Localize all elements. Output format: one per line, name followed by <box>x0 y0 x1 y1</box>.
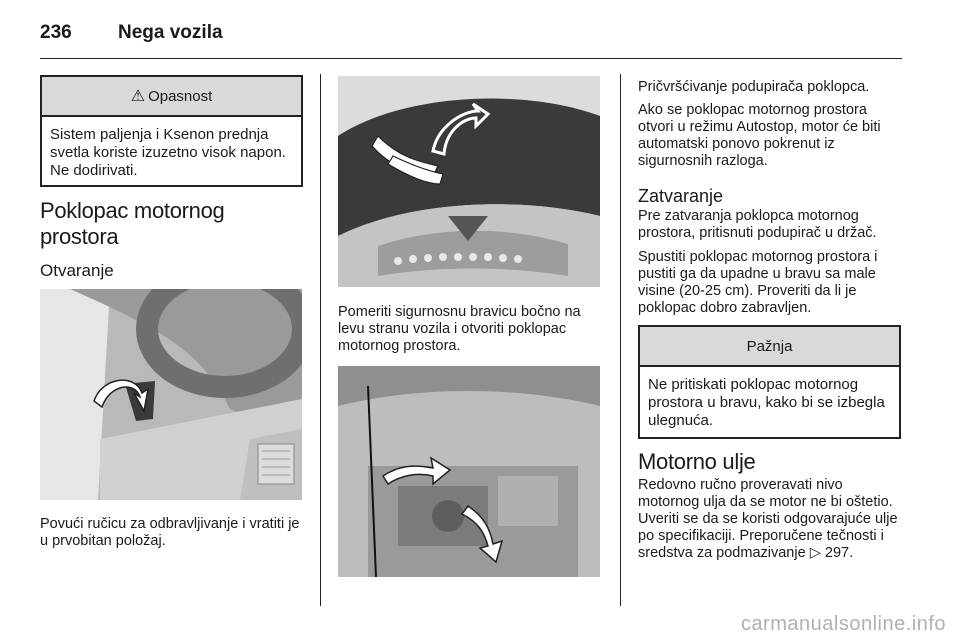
opening-heading: Otvaranje <box>40 261 114 280</box>
caption-safety-catch: Pomeriti sigurnosnu bravicu bočno na levu stranu vozila i otvoriti poklopac motornog prostora. <box>338 304 581 354</box>
caption-lever: Povući ručicu za odbravljivanje i vratiti je u prvobitan položaj. <box>40 516 300 549</box>
figure-hood-prop <box>338 366 600 577</box>
notice-heading: Pažnja <box>746 337 793 355</box>
page-title: Nega vozila <box>118 22 223 43</box>
closing-text-2: Spustiti poklopac motornog prostora i pustiti ga da upadne u bravu sa male visine (20-25 cm). Proveriti da li je poklopac dobro zabravljen. <box>638 249 878 316</box>
figure-safety-catch <box>338 76 600 287</box>
section-title-oil: Motorno ulje <box>638 449 756 474</box>
notice-box-header <box>640 327 899 367</box>
danger-heading: Opasnost <box>148 87 213 105</box>
page-number: 236 <box>40 22 72 43</box>
column-divider-2 <box>620 74 621 606</box>
notice-box <box>638 325 901 439</box>
header-rule <box>40 58 902 59</box>
prop-text: Pričvršćivanje podupirača poklopca. <box>638 79 870 95</box>
column-divider-1 <box>320 74 321 606</box>
danger-box <box>40 75 303 187</box>
notice-text: Ne pritiskati poklopac motornog prostora u bravu, kako bi se izbegla ulegnuća. <box>648 376 885 429</box>
oil-ref-page[interactable]: 297. <box>824 545 854 561</box>
page-header <box>40 18 223 48</box>
page-reference-icon: ▷ <box>809 545 821 561</box>
closing-heading: Zatvaranje <box>638 186 724 206</box>
autostop-text: Ako se poklopac motornog prostora otvori u režimu Autostop, motor će biti automatski ponovo pokrenut iz sigurnosnih razloga. <box>638 102 881 169</box>
warning-triangle-icon: ⚠ <box>130 88 146 105</box>
oil-text: Redovno ručno proveravati nivo motornog ulja da se motor ne bi oštetio. Uveriti se da se koristi odgovarajuće ulje po specifikaciji. Preporučene tečnosti i sredstva za podmazivanje ▷ 297. <box>638 477 898 561</box>
watermark: carmanualsonline.info <box>740 613 946 635</box>
danger-box-header <box>42 77 301 117</box>
closing-text-1: Pre zatvaranja poklopca motornog prostora, pritisnuti podupirač u držač. <box>638 208 877 241</box>
figure-release-lever <box>40 289 302 500</box>
danger-text: Sistem paljenja i Ksenon prednja svetla koriste izuzetno visok napon. Ne dodirivati. <box>50 126 286 179</box>
section-title-hood: Poklopac motornog prostora <box>40 198 225 249</box>
